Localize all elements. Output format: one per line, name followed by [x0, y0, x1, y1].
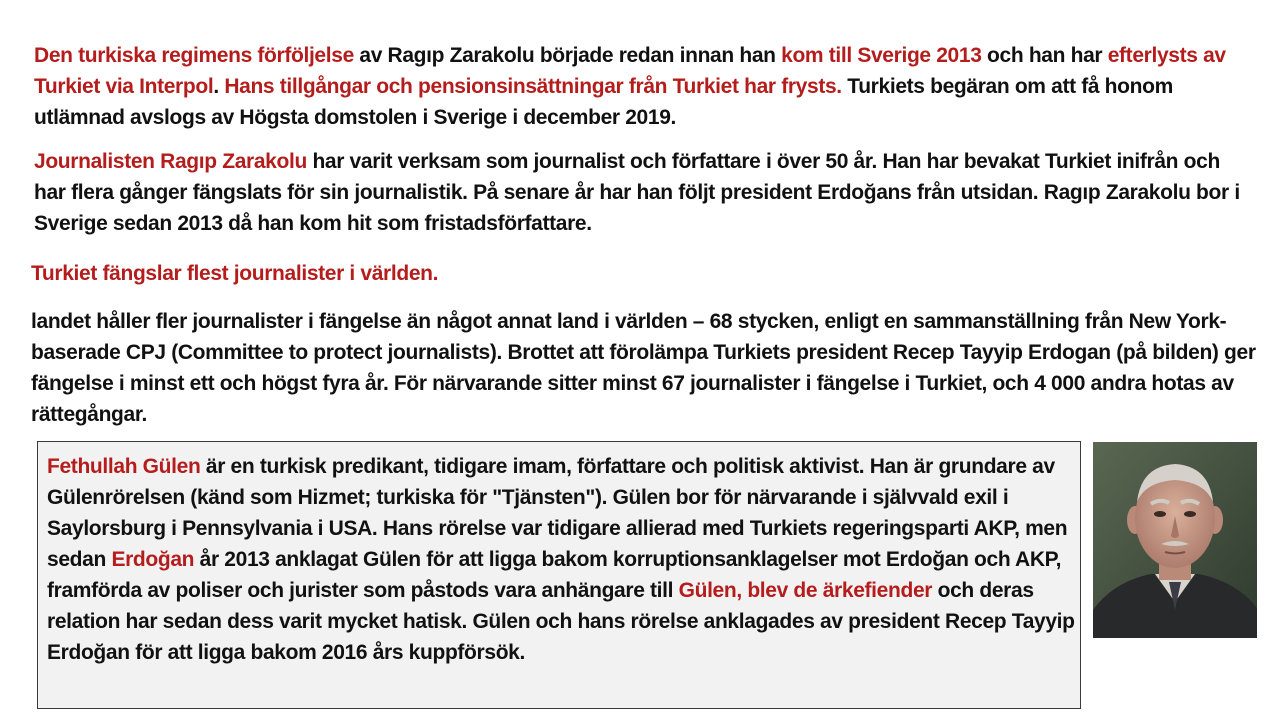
highlight-text: Hans tillgångar och pensionsinsättningar från Turkiet har frysts.	[224, 75, 842, 98]
body-text: och han har	[981, 44, 1108, 67]
body-text: av Ragıp Zarakolu började redan innan han	[353, 44, 782, 67]
body-text: och deras relation har sedan dess varit mycket hatisk. Gülen och hans rörelse anklagades av president Recep Tayyip Erdoğan för att ligga bakom 2016 års kuppförsök.	[47, 579, 1075, 664]
highlight-text: Erdoğan	[111, 548, 195, 571]
portrait-illustration	[1093, 442, 1257, 638]
gulen-info-box	[37, 441, 1081, 709]
body-text: Turkiets begäran om att få honom utlämnad avslogs av Högsta domstolen i Sverige i december 2019.	[34, 75, 1173, 129]
highlight-text: Den turkiska regimens förföljelse	[34, 44, 354, 67]
body-text: .	[213, 75, 225, 98]
journalist-paragraph	[34, 146, 1254, 239]
highlight-text: Journalisten Ragıp Zarakolu	[34, 150, 307, 173]
body-text: år 2013 anklagat Gülen för att ligga bakom korruptionsanklagelser mot Erdoğan och AKP, framförda av poliser och jurister som påstods vara anhängare till	[47, 548, 1062, 602]
highlight-text: Gülen, blev de ärkefiender	[678, 579, 933, 602]
section-heading: Turkiet fängslar flest journalister i världen.	[31, 262, 439, 285]
gulen-paragraph	[47, 451, 1077, 668]
intro-paragraph	[34, 40, 1254, 133]
highlight-text: efterlysts av Turkiet via Interpol	[34, 44, 1226, 98]
cpj-paragraph: landet håller fler journalister i fängelse än något annat land i världen – 68 stycken, enligt en sammanställning från New York-baserade CPJ (Committee to protect journalists). Brottet att förolämpa Turkiets president Recep Tayyip Erdogan (på bilden) ger fängelse i minst ett och högst fyra år. För närvarande sitter minst 67 journalister i fängelse i Turkiet, och 4 000 andra hotas av rättegångar.	[31, 310, 1256, 426]
body-text: är en turkisk predikant, tidigare imam, författare och politisk aktivist. Han är grundare av Gülenrörelsen (känd som Hizmet; turkiska för "Tjänsten"). Gülen bor för närvarande i självvald exil i Saylorsburg i Pennsylvania i USA. Hans rörelse var tidigare allierad med Turkiets regeringsparti AKP, men sedan	[47, 455, 1068, 571]
highlight-text: Fethullah Gülen	[47, 455, 201, 478]
portrait-photo	[1093, 442, 1257, 638]
body-text: har varit verksam som journalist och författare i över 50 år. Han har bevakat Turkiet inifrån och har flera gånger fängslats för sin journalistik. På senare år har han följt president Erdoğans från utsidan. Ragıp Zarakolu bor i Sverige sedan 2013 då han kom hit som fristadsförfattare.	[34, 150, 1240, 235]
highlight-text: kom till Sverige 2013	[781, 44, 982, 67]
